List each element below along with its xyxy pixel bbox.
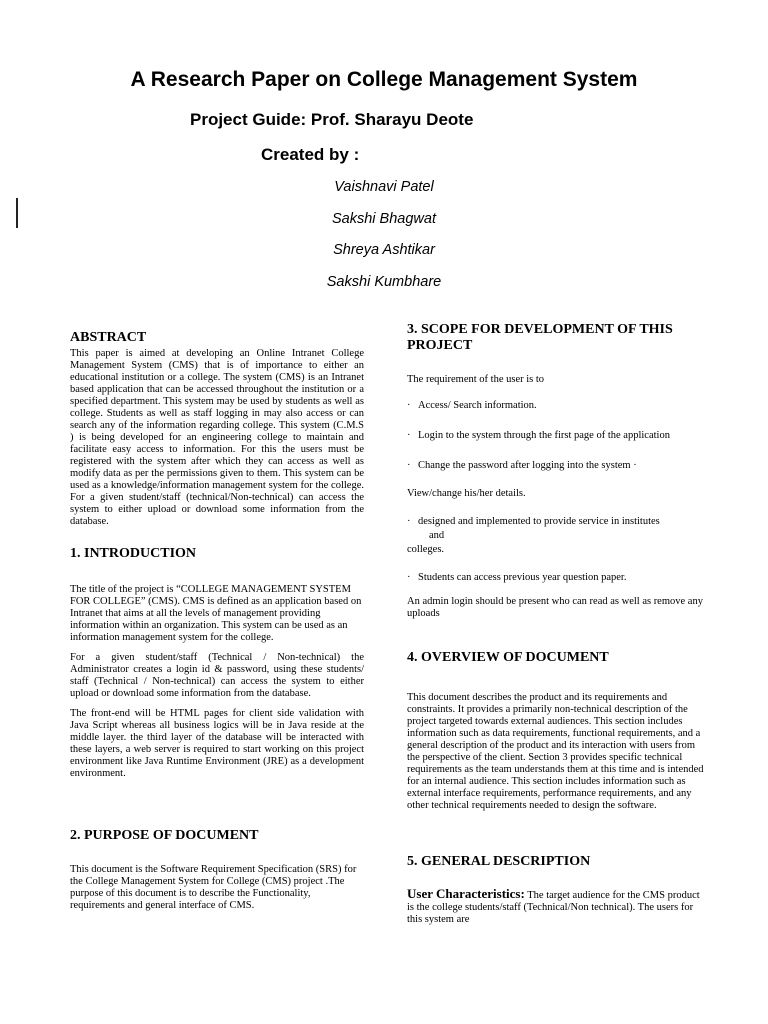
scope-bullet-item: [407, 400, 707, 412]
admin-note: An admin login should be present who can read as well as remove any uploads: [407, 596, 703, 619]
bullet-icon: ·: [407, 430, 411, 441]
author-name: Shreya Ashtikar: [333, 242, 435, 258]
scope-heading: 3. SCOPE FOR DEVELOPMENT OF THIS PROJECT: [407, 322, 673, 353]
bullet-text: Access/ Search information.: [418, 400, 537, 411]
user-characteristics-heading: User Characteristics:: [407, 886, 525, 901]
text-cursor: [16, 198, 18, 228]
author-name: Sakshi Bhagwat: [332, 211, 436, 227]
bullet-continuation: and: [429, 530, 445, 541]
user-characteristics-paragraph: [407, 888, 707, 926]
introduction-paragraph: The title of the project is “COLLEGE MANAGEMENT SYSTEM FOR COLLEGE” (CMS). CMS is defined as an application based on Intranet that aims at all the levels of management providing information within an organization. This system can be used as an information management system for the college.: [70, 584, 362, 643]
bullet-text: Login to the system through the first page of the application: [418, 430, 670, 441]
user-characteristics-text: The target audience for the CMS product is the college students/staff (Technical/Non technical). The users for this system are: [407, 890, 700, 925]
bullet-icon: ·: [407, 400, 411, 411]
scope-bullet-item: [407, 460, 707, 472]
introduction-paragraph: For a given student/staff (Technical / Non-technical) the Administrator creates a login id & password, using these students/ staff (Technical / Non-technical) can access the system to either upload or download some information from the database.: [70, 652, 364, 699]
abstract-heading: ABSTRACT: [70, 330, 147, 345]
bullet-icon: ·: [407, 516, 411, 527]
purpose-heading: 2. PURPOSE OF DOCUMENT: [70, 828, 259, 843]
scope-bullet-item: [407, 430, 707, 442]
scope-intro: The requirement of the user is to: [407, 374, 545, 385]
bullet-text: designed and implemented to provide service in institutes: [418, 516, 660, 527]
abstract-text: This paper is aimed at developing an Online Intranet College Management System (CMS) that is of importance to either an educational institution or a college. The system (CMS) is an Intranet based application that can be accessed throughout the institution or a specified department. This system may be used by students as well as college. Students as well as staff logging in may also access or can search any of the information regarding college. This system (C.M.S ) is being developed for an engineering college to maintain and facilitate easy access to information. For this the users must be registered with the system after which they can access as well as modify data as per the permissions given to them. This system can be used as a knowledge/information management system for the college. For a given student/staff (technical/Non-technical) can access the system to either upload or download some information from the database.: [70, 348, 364, 527]
general-description-heading: 5. GENERAL DESCRIPTION: [407, 854, 591, 869]
scope-bullet-item: [407, 572, 707, 584]
paper-title: A Research Paper on College Management System: [130, 68, 638, 91]
bullet-continuation: View/change his/her details.: [407, 488, 526, 499]
scope-bullet-item: [407, 516, 707, 528]
overview-text: This document describes the product and its requirements and constraints. It provides a primarily non-technical description of the project targeted towards external audiences. This section includes information such as data requirements, functional requirements, and a general description of the product and its interaction with users from the perspective of the client. Section 3 provides specific technical requirements as the team understands them at this time and is intended for an internal audience. This section includes information such as external interface requirements, performance requirements, and any other technical requirements needed to design the software.: [407, 692, 704, 811]
author-name: Vaishnavi Patel: [334, 179, 434, 195]
bullet-text: Students can access previous year question paper.: [418, 572, 627, 583]
right-column: [407, 322, 707, 926]
bullet-icon: ·: [407, 460, 411, 471]
overview-heading: 4. OVERVIEW OF DOCUMENT: [407, 650, 609, 665]
created-by-label: Created by :: [261, 145, 360, 164]
project-guide: Project Guide: Prof. Sharayu Deote: [190, 110, 474, 129]
purpose-text: This document is the Software Requirement Specification (SRS) for the College Management System for College (CMS) project .The purpose of this document is to describe the Functionality, requirements and general interface of CMS.: [70, 864, 357, 911]
author-name: Sakshi Kumbhare: [326, 274, 442, 290]
bullet-text: Change the password after logging into the system ·: [418, 460, 637, 471]
introduction-heading: 1. INTRODUCTION: [70, 546, 197, 561]
bullet-continuation: colleges.: [407, 544, 445, 555]
bullet-icon: ·: [407, 572, 411, 583]
left-column: [70, 330, 364, 912]
introduction-paragraph: The front-end will be HTML pages for client side validation with Java Script whereas all business logics will be in Java reside at the middle layer. the third layer of the database will be interacted with these layers, a web server is required to start working on this project environment like Java Runtime Environment (JRE) as a development environment.: [70, 708, 364, 779]
